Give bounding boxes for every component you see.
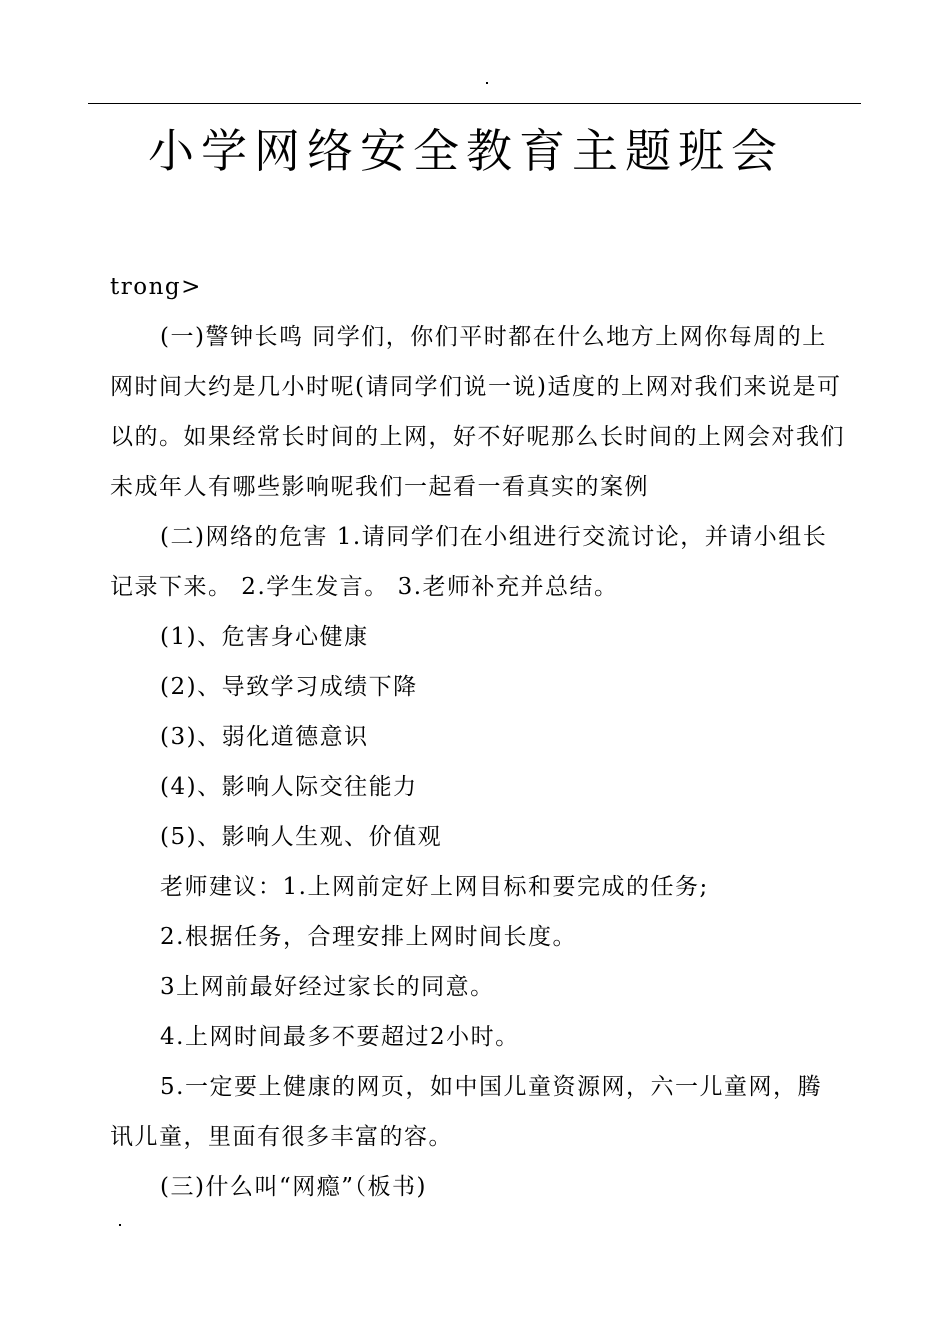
header-rule xyxy=(88,103,861,104)
advice-item: 4.上网时间最多不要超过2小时。 xyxy=(160,1024,520,1050)
teacher-advice: 老师建议：1.上网前定好上网目标和要完成的任务; xyxy=(160,874,709,900)
advice-item: 3上网前最好经过家长的同意。 xyxy=(160,974,495,1000)
paragraph-section-1: (一)警钟长鸣 同学们，你们平时都在什么地方上网你每周的上网时间大约是几小时呢(请同学们说一说)适度的上网对我们来说是可以的。如果经常长时间的上网，好不好呢那么长时间的上网会对我们未成年人有哪些影响呢我们一起看一看真实的案例 xyxy=(110,324,845,500)
paragraph-fragment: trong> xyxy=(110,274,202,300)
paragraph-section-3: (三)什么叫“网瘾”（板书) xyxy=(160,1174,427,1200)
page-title: 小学网络安全教育主题班会 xyxy=(148,124,784,178)
advice-item: 2.根据任务，合理安排上网时间长度。 xyxy=(160,924,577,950)
list-item: (2)、导致学习成绩下降 xyxy=(160,674,418,700)
list-item: (5)、影响人生观、价值观 xyxy=(160,824,443,850)
list-item: (4)、影响人际交往能力 xyxy=(160,774,418,800)
document-body xyxy=(110,262,846,1212)
paragraph-section-2: (二)网络的危害 1.请同学们在小组进行交流讨论，并请小组长记录下来。 2.学生发言。 3.老师补充并总结。 xyxy=(110,524,828,600)
footer-dot xyxy=(119,1224,121,1226)
list-item: (3)、弱化道德意识 xyxy=(160,724,369,750)
header-dot xyxy=(486,82,488,84)
advice-item: 5.一定要上健康的网页，如中国儿童资源网，六一儿童网，腾讯儿童，里面有很多丰富的容。 xyxy=(110,1074,822,1150)
list-item: (1)、危害身心健康 xyxy=(160,624,369,650)
